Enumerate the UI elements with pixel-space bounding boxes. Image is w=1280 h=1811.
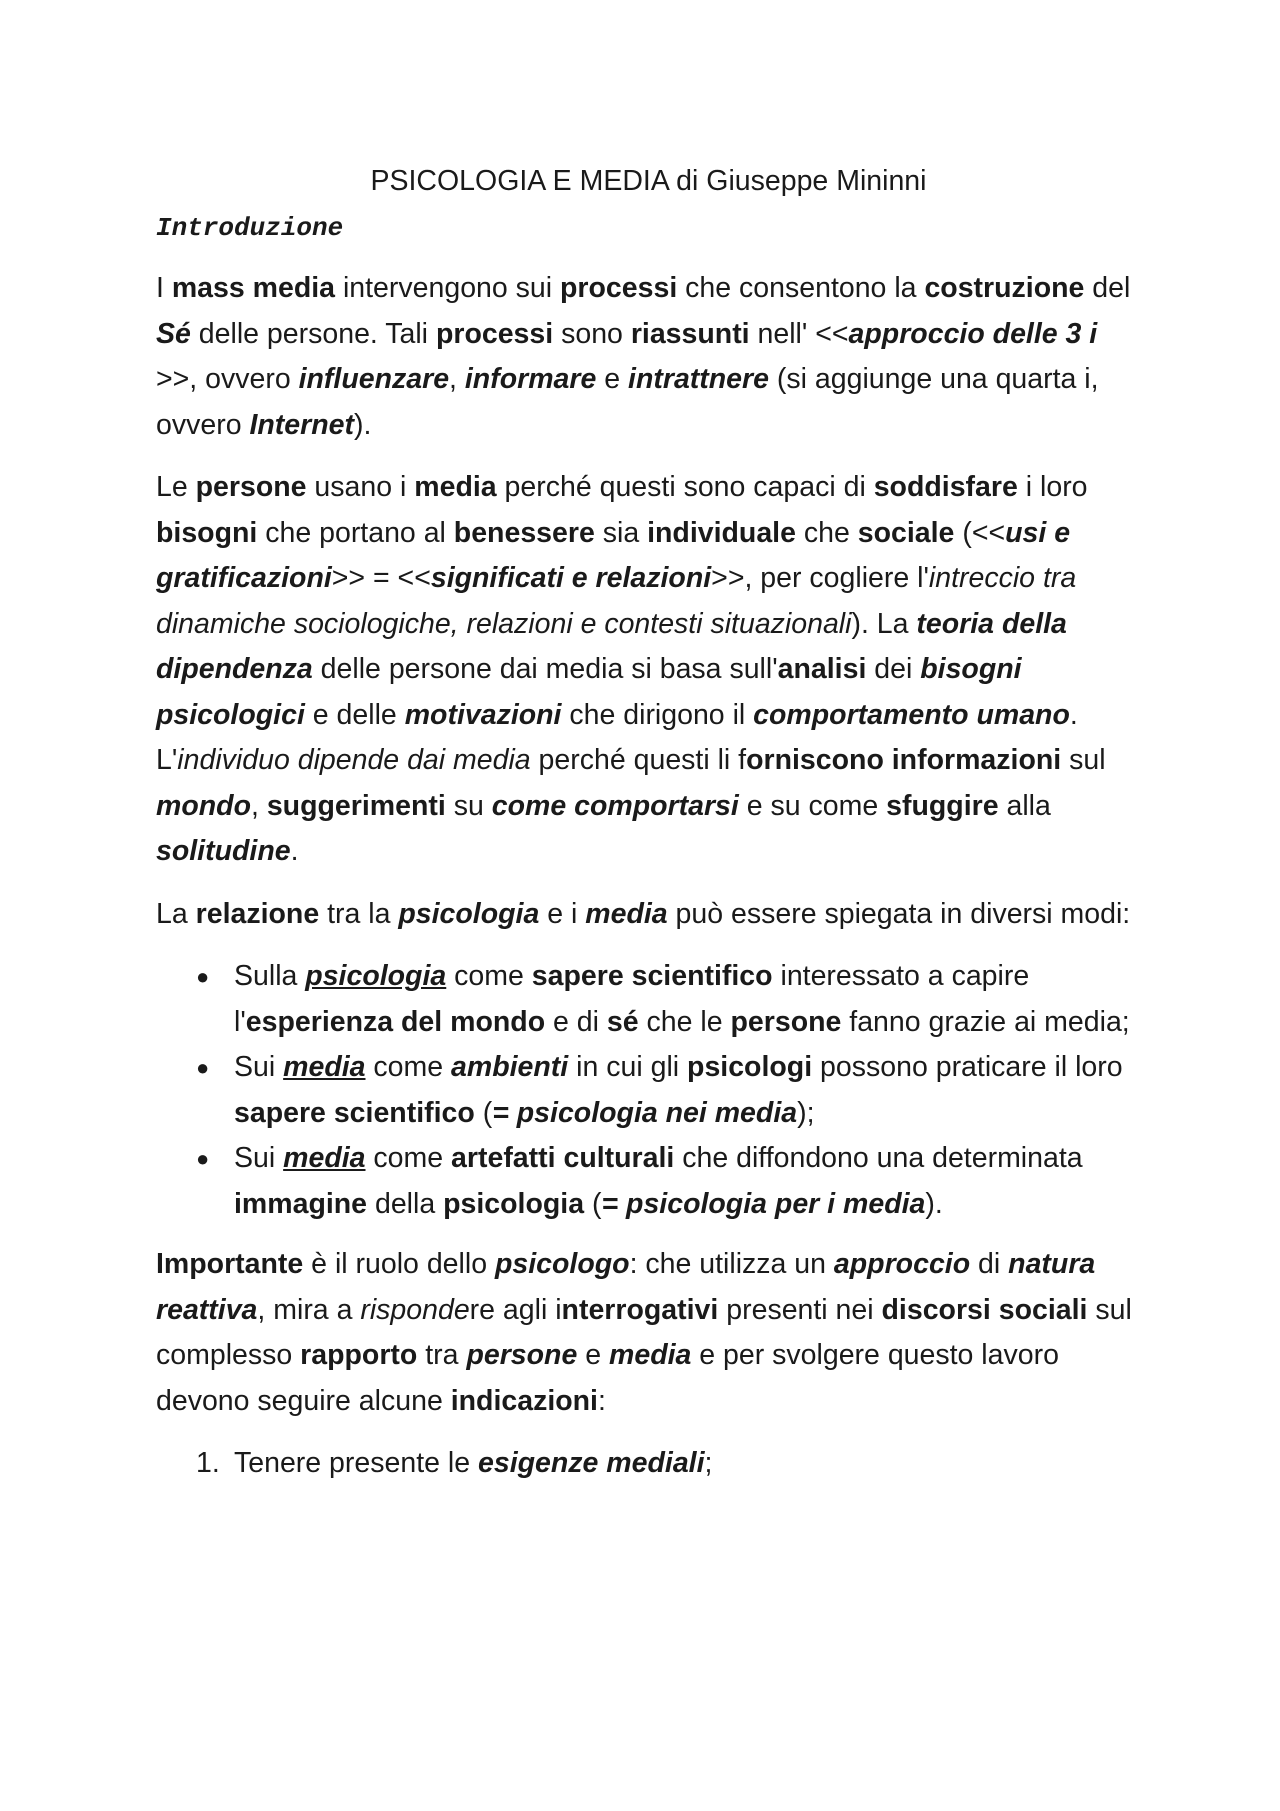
text-run: persone: [195, 471, 307, 503]
text-run: e su come: [738, 789, 887, 822]
text-run: . L': [156, 698, 1078, 776]
text-run: rapporto: [300, 1339, 418, 1371]
text-run: i loro: [1017, 471, 1088, 503]
bullet-icon: ●: [196, 1055, 210, 1080]
paragraph-1: [156, 266, 1141, 448]
text-run: ;: [704, 1447, 713, 1479]
text-run: usi e gratificazioni: [156, 516, 1071, 594]
text-run: orniscono informazioni: [746, 744, 1062, 776]
text-run: Importante: [156, 1248, 304, 1280]
text-run: Sulla: [234, 960, 306, 992]
paragraph-2: [156, 465, 1141, 875]
text-run: comportamento umano: [753, 698, 1070, 731]
text-run: ). La: [851, 607, 917, 640]
text-run: come comportarsi: [491, 789, 739, 822]
text-run: media: [414, 471, 497, 503]
text-run: Tenere presente le: [234, 1447, 478, 1479]
text-run: analisi: [777, 653, 867, 685]
text-run: in cui gli: [568, 1051, 688, 1083]
text-run: che: [795, 516, 858, 549]
text-run: psicologia: [305, 960, 447, 992]
text-run: tra: [417, 1339, 467, 1371]
text-run: fanno grazie ai media;: [841, 1005, 1130, 1038]
text-run: della: [367, 1187, 444, 1220]
text-run: , mira a: [257, 1293, 361, 1326]
text-run: Sé: [156, 317, 191, 350]
text-run: discorsi sociali: [881, 1293, 1088, 1326]
text-run: e i: [539, 897, 586, 930]
text-run: persone: [730, 1005, 842, 1038]
text-run: benessere: [453, 516, 595, 549]
text-run: esigenze mediali: [478, 1447, 705, 1479]
text-run: presenti nei: [718, 1293, 882, 1326]
text-run: possono praticare il loro: [812, 1051, 1123, 1083]
text-run: significati e relazioni: [430, 562, 712, 594]
text-run: processi: [560, 272, 678, 304]
text-run: media: [609, 1339, 692, 1371]
list-item-text: [234, 960, 1130, 1038]
text-run: informare: [464, 363, 597, 395]
document-title: PSICOLOGIA E MEDIA di Giuseppe Mininni: [370, 165, 927, 197]
text-run: processi: [435, 317, 554, 350]
text-run: media: [283, 1142, 366, 1174]
text-run: su: [445, 789, 492, 822]
text-run: persone: [466, 1339, 578, 1371]
text-run: (: [584, 1187, 602, 1220]
text-run: = psicologia per i media: [601, 1187, 926, 1220]
text-run: che consentono la: [677, 272, 925, 304]
text-run: di: [970, 1248, 1009, 1280]
text-run: tra la: [319, 897, 399, 930]
text-run: costruzione: [924, 272, 1085, 304]
text-run: : che utilizza un: [629, 1248, 834, 1280]
text-run: sul complesso: [156, 1293, 1132, 1371]
section-heading-introduzione: Introduzione: [156, 213, 344, 243]
text-run: (si aggiunge una quarta i, ovvero: [156, 363, 1099, 441]
text-run: sociale: [857, 516, 955, 549]
text-run: psicologo: [494, 1248, 630, 1280]
text-run: mondo: [156, 789, 251, 822]
text-run: sfuggire: [886, 789, 999, 822]
text-run: natura reattiva: [156, 1248, 1096, 1326]
text-run: e di: [545, 1005, 607, 1038]
text-run: intrattnere: [628, 363, 769, 395]
text-run: che diffondono una determinata: [674, 1142, 1083, 1174]
text-run: re agli i: [469, 1293, 562, 1326]
text-run: approccio: [833, 1248, 971, 1280]
list-item: [156, 1441, 1141, 1487]
bullet-icon: ●: [196, 964, 210, 989]
text-run: può essere spiegata in diversi modi:: [667, 897, 1131, 930]
text-run: e: [596, 363, 629, 395]
text-run: influenzare: [298, 363, 450, 395]
text-run: sé: [606, 1005, 639, 1038]
bullet-icon: ●: [196, 1146, 210, 1171]
list-item: [156, 1136, 1141, 1227]
text-run: relazione: [195, 897, 320, 930]
text-run: individuale: [647, 516, 796, 549]
text-run: >>, ovvero: [156, 363, 299, 395]
text-run: media: [283, 1051, 366, 1083]
text-run: usano i: [306, 471, 415, 503]
text-run: ,: [449, 363, 465, 395]
list-item: [156, 1045, 1141, 1136]
text-run: ).: [925, 1187, 943, 1220]
text-run: alla: [998, 789, 1051, 822]
text-run: e delle: [304, 698, 405, 731]
text-run: del: [1084, 272, 1131, 304]
list-number: 1.: [196, 1447, 220, 1479]
text-run: individuo dipende dai media: [177, 744, 531, 776]
text-run: esperienza del mondo: [245, 1005, 546, 1038]
text-run: come: [446, 960, 532, 992]
text-run: :: [597, 1384, 606, 1417]
text-run: (: [474, 1096, 493, 1129]
list-item-text: [234, 1142, 1083, 1220]
text-run: media: [585, 897, 668, 930]
text-run: mass media: [171, 272, 336, 304]
text-run: bisogni: [156, 516, 258, 549]
list-item-text: [234, 1447, 712, 1479]
paragraph-3: [156, 892, 1141, 938]
text-run: ).: [353, 408, 372, 441]
list-item: [156, 954, 1141, 1045]
text-run: artefatti culturali: [451, 1142, 675, 1174]
text-run: bisogni psicologici: [156, 653, 1022, 731]
text-run: sapere scientifico: [531, 960, 773, 992]
numbered-list: [156, 1441, 1141, 1487]
text-run: è il ruolo dello: [303, 1248, 495, 1280]
text-run: immagine: [234, 1187, 368, 1220]
text-run: sul: [1061, 744, 1106, 776]
text-run: La: [156, 897, 196, 930]
text-run: delle persone dai media si basa sull': [312, 653, 778, 685]
text-run: sono: [553, 317, 631, 350]
text-run: sia: [594, 516, 648, 549]
text-run: risponde: [360, 1293, 470, 1326]
text-run: = psicologia nei media: [492, 1096, 798, 1129]
text-run: );: [797, 1096, 815, 1129]
text-run: come: [365, 1142, 452, 1174]
text-run: Internet: [249, 408, 354, 441]
list-item-text: [234, 1051, 1123, 1129]
text-run: intreccio tra dinamiche sociologiche, relazioni e contesti situazionali: [156, 562, 1077, 640]
text-run: teoria della dipendenza: [156, 607, 1067, 685]
text-run: .: [290, 835, 299, 867]
text-run: psicologia: [398, 897, 540, 930]
text-run: Le: [156, 471, 196, 503]
text-run: Sui: [234, 1142, 284, 1174]
text-run: soddisfare: [873, 471, 1018, 503]
text-run: >>, per cogliere l': [711, 562, 929, 594]
text-run: che portano al: [257, 516, 454, 549]
text-run: e: [577, 1339, 609, 1371]
text-run: >> = <<: [331, 562, 431, 594]
text-run: come: [365, 1051, 452, 1083]
text-run: motivazioni: [404, 698, 562, 731]
text-run: suggerimenti: [266, 789, 446, 822]
text-run: I: [156, 272, 172, 304]
text-run: sapere scientifico: [234, 1096, 475, 1129]
text-run: psicologi: [687, 1051, 813, 1083]
text-run: Sui: [234, 1051, 284, 1083]
text-run: approccio delle 3 i: [848, 317, 1098, 350]
text-run: nell' <<: [749, 317, 849, 350]
text-run: dei: [866, 653, 921, 685]
bullet-list: [156, 954, 1141, 1227]
text-run: e per svolgere questo lavoro devono seguire alcune: [156, 1339, 1059, 1417]
text-run: interessato a capire l': [234, 960, 1030, 1038]
text-run: nterrogativi: [561, 1293, 719, 1326]
text-run: psicologia: [443, 1187, 585, 1220]
text-run: solitudine: [156, 835, 291, 867]
text-run: ,: [250, 789, 267, 822]
document-page: [156, 158, 1141, 1487]
text-run: (<<: [954, 516, 1006, 549]
text-run: che le: [638, 1005, 731, 1038]
text-run: perché questi sono capaci di: [496, 471, 874, 503]
text-run: che dirigono il: [561, 698, 754, 731]
text-run: riassunti: [630, 317, 750, 350]
text-run: intervengono sui: [335, 272, 561, 304]
text-run: delle persone. Tali: [190, 317, 436, 350]
text-run: indicazioni: [450, 1384, 598, 1417]
paragraph-4: [156, 1242, 1141, 1424]
text-run: perché questi li f: [530, 744, 747, 776]
text-run: ambienti: [451, 1051, 569, 1083]
